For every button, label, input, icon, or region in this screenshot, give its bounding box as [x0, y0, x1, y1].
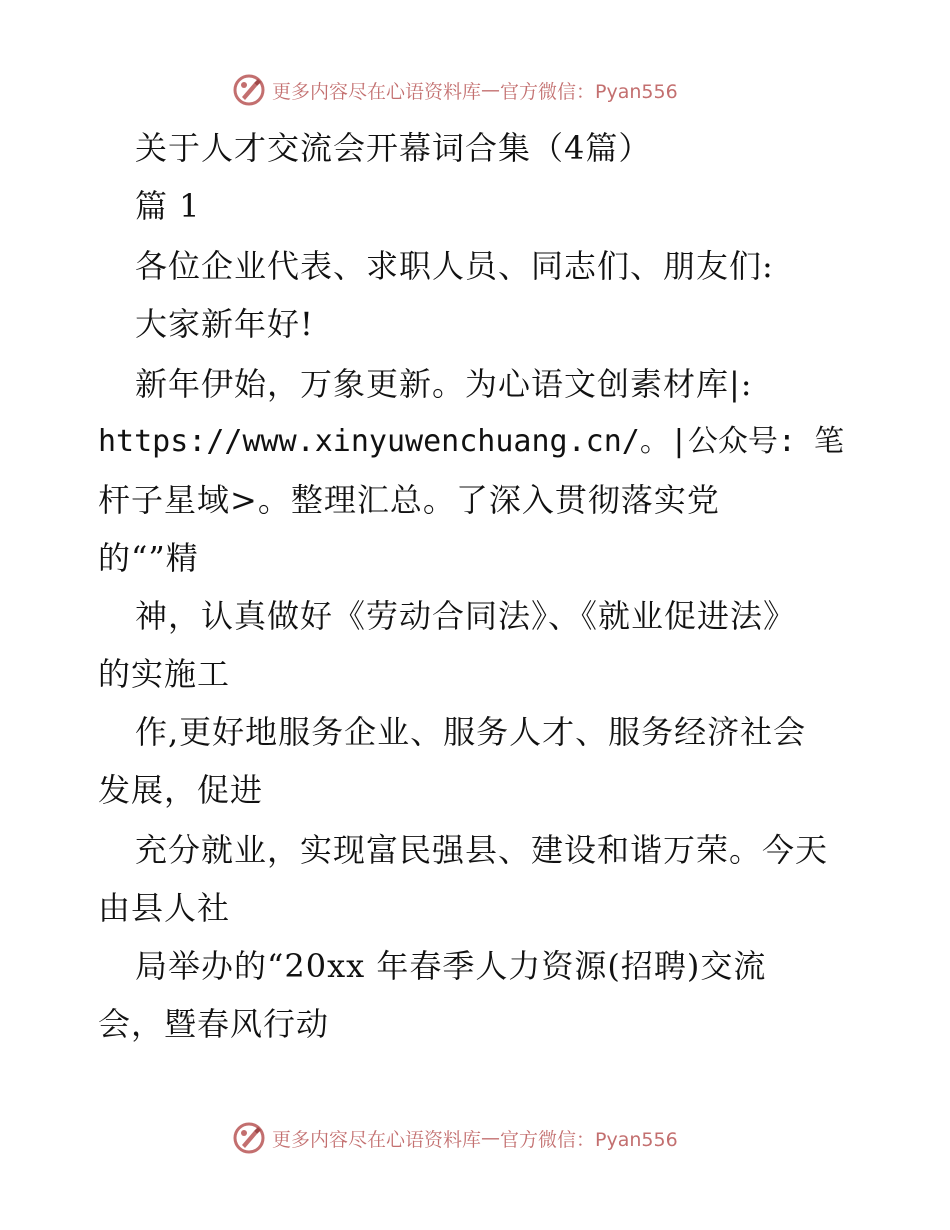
brand-logo-icon — [232, 73, 266, 107]
paragraph-line: 的实施工 — [98, 655, 231, 693]
paragraph-line: 局举办的“20xx 年春季人力资源(招聘)交流 — [135, 947, 767, 985]
watermark-text: 更多内容尽在心语资料库 — [272, 80, 482, 103]
paragraph-line: https://www.xinyuwenchuang.cn/。|公众号: 笔 — [98, 424, 845, 459]
watermark-account: 官方微信：Pyan556 — [500, 1128, 678, 1151]
watermark-dash: — — [481, 79, 501, 101]
watermark-text: 更多内容尽在心语资料库 — [272, 1128, 482, 1151]
paragraph-line: 由县人社 — [98, 889, 231, 927]
paragraph-line: 杆子星域>。整理汇总。了深入贯彻落实党 — [98, 481, 720, 519]
paragraph-line: 作,更好地服务企业、服务人才、服务经济社会 — [135, 713, 807, 751]
paragraph-line: 发展，促进 — [98, 771, 264, 809]
paragraph-line: 会，暨春风行动 — [98, 1005, 330, 1043]
brand-logo-icon — [232, 1121, 266, 1155]
paragraph-line: 新年伊始，万象更新。为心语文创素材库|: — [135, 365, 753, 403]
salutation: 各位企业代表、求职人员、同志们、朋友们: — [135, 247, 774, 285]
paragraph-line: 充分就业，实现富民强县、建设和谐万荣。今天 — [135, 831, 829, 869]
document-title: 关于人才交流会开幕词合集（4篇） — [135, 129, 652, 167]
header-watermark — [232, 70, 678, 110]
greeting: 大家新年好! — [135, 305, 314, 343]
paragraph-line: 神，认真做好《劳动合同法》、《就业促进法》 — [135, 597, 797, 635]
section-heading: 篇 1 — [135, 187, 201, 225]
watermark-account: 官方微信：Pyan556 — [500, 80, 678, 103]
watermark-dash: — — [481, 1127, 501, 1149]
footer-watermark — [232, 1118, 678, 1158]
paragraph-line: 的“”精 — [98, 539, 199, 577]
